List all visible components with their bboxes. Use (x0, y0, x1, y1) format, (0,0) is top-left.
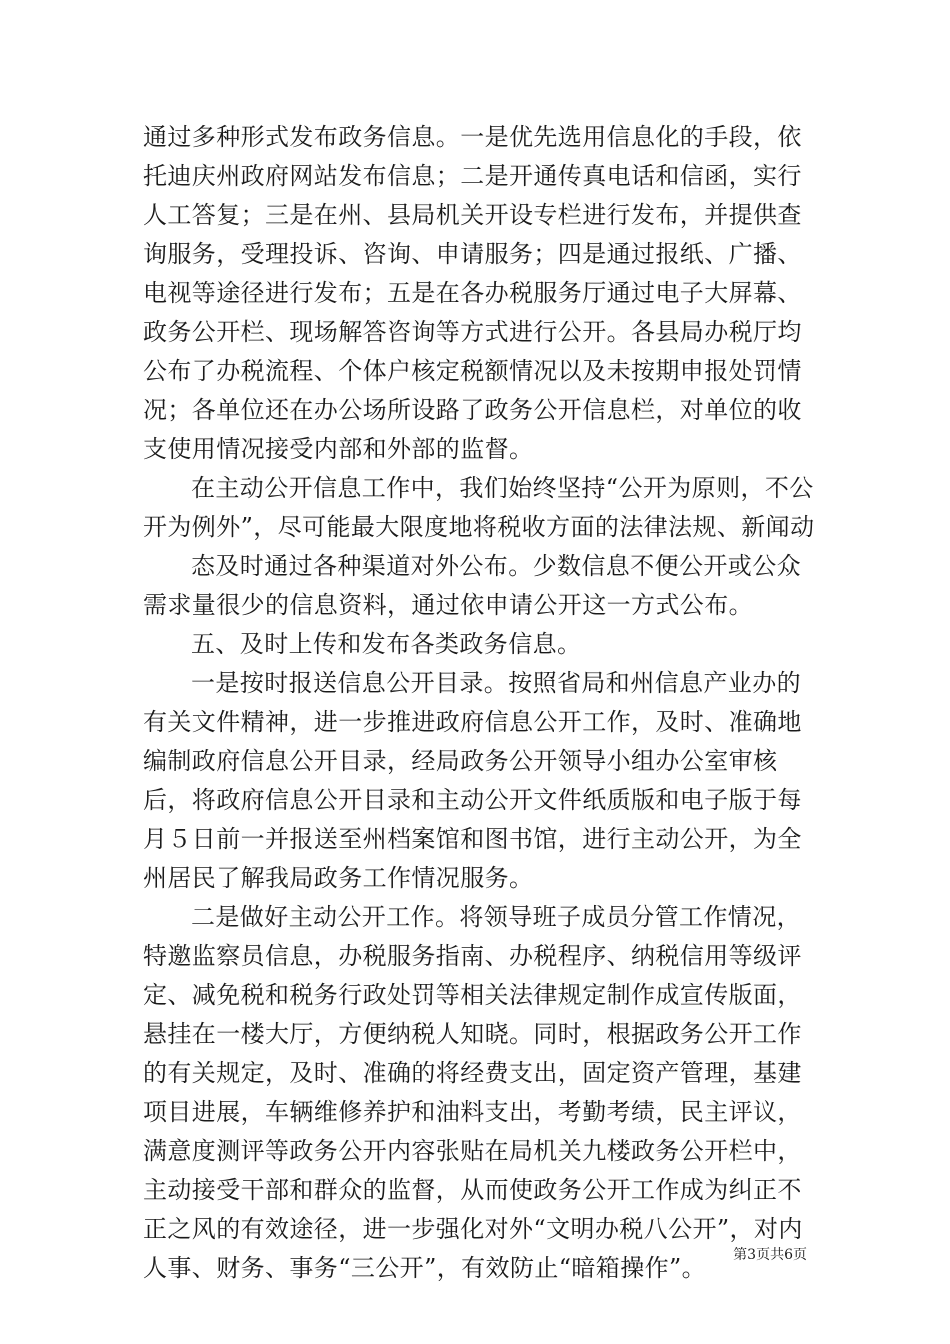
paragraph-publish-channels: 通过多种形式发布政务信息。一是优先选用信息化的手段，依托迪庆州政府网站发布信息；二是开通传真电话和信函，实行人工答复；三是在州、县局机关开设专栏进行发布，并提供查询服务，受理投诉、咨询、申请服务；四是通过报纸、广播、电视等途径进行发布；五是在各办税服务厅通过电子大屏幕、政务公开栏、现场解答咨询等方式进行公开。各县局办税厅均公布了办税流程、个体户核定税额情况以及未按期申报处罚情况；各单位还在办公场所设路了政务公开信息栏，对单位的收支使用情况接受内部和外部的监督。 (143, 123, 802, 463)
paragraph-active-disclosure: 二是做好主动公开工作。将领导班子成员分管工作情况，特邀监察员信息，办税服务指南、办税程序、纳税信用等级评定、减免税和税务行政处罚等相关法律规定制作成宣传版面，悬挂在一楼大厅，方便纳税人知晓。同时，根据政务公开工作的有关规定，及时、准确的将经费支出，固定资产管理，基建项目进展，车辆维修养护和油料支出，考勤考绩，民主评议，满意度测评等政务公开内容张贴在局机关九楼政务公开栏中，主动接受干部和群众的监督，从而使政务公开工作成为纠正不正之风的有效途径，进一步强化对外“文明办税八公开”，对内人事、财务、事务“三公开”，有效防止“暗箱操作”。 (143, 903, 803, 1282)
paragraph-principle: 在主动公开信息工作中，我们始终坚持“公开为原则，不公开为例外”，尽可能最大限度地将税收方面的法律法规、新闻动 (143, 474, 815, 541)
document-body (143, 118, 823, 1288)
page-number: 第3页共6页 (733, 1247, 807, 1263)
section-heading-five: 五、及时上传和发布各类政务信息。 (191, 630, 582, 658)
paragraph-catalog: 一是按时报送信息公开目录。按照省局和州信息产业办的有关文件精神，进一步推进政府信息公开工作，及时、准确地编制政府信息公开目录，经局政务公开领导小组办公室审核后，将政府信息公开目录和主动公开文件纸质版和电子版于每月５日前一并报送至州档案馆和图书馆，进行主动公开，为全州居民了解我局政务工作情况服务。 (143, 669, 802, 892)
paragraph-on-request: 态及时通过各种渠道对外公布。少数信息不便公开或公众需求量很少的信息资料，通过依申请公开这一方式公布。 (143, 552, 801, 619)
